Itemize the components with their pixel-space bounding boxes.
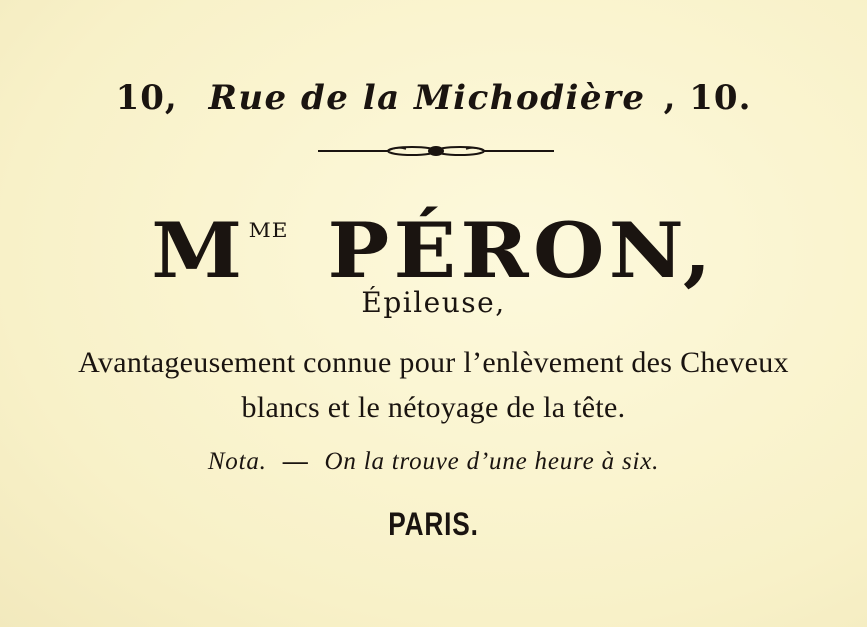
- city: PARIS.: [388, 506, 479, 542]
- nota-line: [0, 448, 867, 476]
- surname: PÉRON: [327, 206, 683, 295]
- description-line-2: blancs et le nétoyage de la tête.: [241, 391, 626, 424]
- address-number-right: 10.: [689, 78, 752, 118]
- nota-dash: —: [282, 448, 309, 475]
- description-line-1: Avantageusement connue pour l’enlèvement des Cheveux: [78, 346, 789, 379]
- nota-text: On la trouve d’une heure à six.: [324, 448, 660, 475]
- address-comma: ,: [663, 78, 677, 118]
- address-number-left: 10,: [115, 78, 178, 118]
- title-superscript: ME: [248, 218, 289, 242]
- street-name: Rue de la Michodière: [208, 78, 646, 118]
- proprietor-name: [0, 188, 867, 293]
- profession: Épileuse,: [361, 286, 506, 319]
- address-line: [0, 78, 867, 118]
- title-m: M: [151, 206, 247, 295]
- name-comma: ,: [682, 206, 716, 295]
- nota-label: Nota.: [207, 448, 267, 475]
- ornamental-rule-icon: [316, 140, 556, 162]
